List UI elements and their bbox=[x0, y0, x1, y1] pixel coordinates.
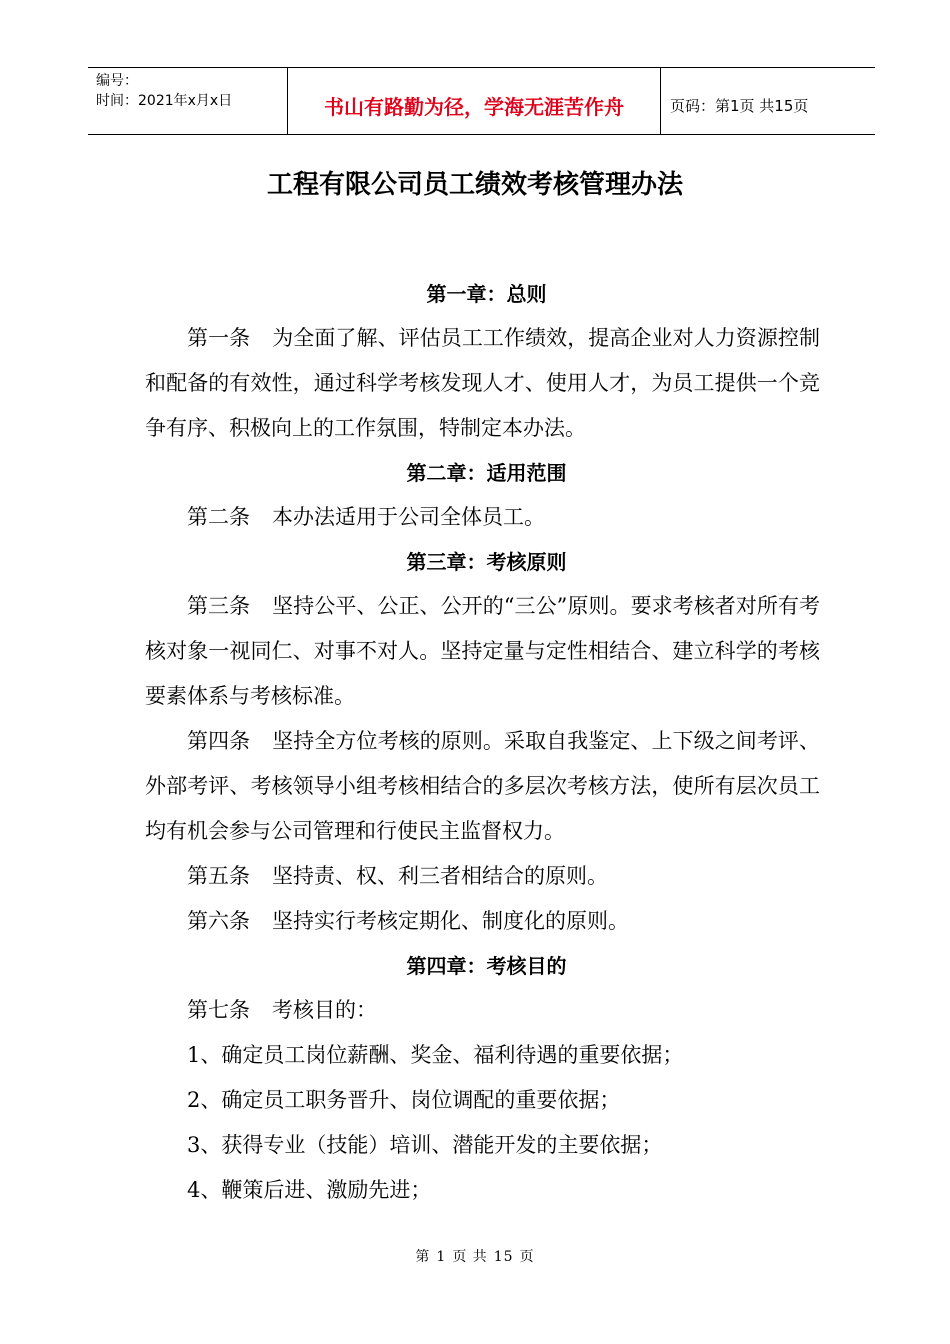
article-text: 坚持全方位考核的原则。采取自我鉴定、上下级之间考评、外部考评、考核领导小组考核相结合的多层次考核方法，使所有层次员工均有机会参与公司管理和行使民主监督权力。 bbox=[145, 729, 821, 843]
list-item: 3、获得专业（技能）培训、潜能开发的主要依据； bbox=[187, 1133, 663, 1157]
footer-prefix: 第 bbox=[415, 1249, 431, 1265]
document-header bbox=[88, 67, 875, 135]
footer-suffix: 页 bbox=[519, 1249, 535, 1265]
footer-mid: 页 共 bbox=[452, 1249, 488, 1265]
chapter-heading: 第三章：考核原则 bbox=[406, 550, 567, 574]
article-text: 本办法适用于公司全体员工。 bbox=[272, 505, 545, 529]
article-label: 第一条 bbox=[187, 326, 251, 350]
list-item: 2、确定员工职务晋升、岗位调配的重要依据； bbox=[187, 1088, 621, 1112]
article-label: 第五条 bbox=[187, 864, 250, 888]
chapter-heading: 第四章：考核目的 bbox=[406, 954, 567, 978]
article-text: 坚持责、权、利三者相结合的原则。 bbox=[272, 864, 608, 888]
article-label: 第三条 bbox=[187, 594, 251, 618]
article-label: 第二条 bbox=[187, 505, 250, 529]
article-label: 第六条 bbox=[187, 909, 250, 933]
footer-total-pages: 15 bbox=[493, 1249, 514, 1265]
article-paragraph bbox=[145, 495, 820, 540]
article-text: 坚持公平、公正、公开的“三公”原则。要求考核者对所有考核对象一视同仁、对事不对人。坚持定量与定性相结合、建立科学的考核要素体系与考核标准。 bbox=[145, 594, 821, 708]
document-body bbox=[145, 272, 820, 1213]
header-number-label: 编号： bbox=[96, 73, 138, 89]
article-text: 考核目的： bbox=[272, 998, 377, 1022]
chapter-heading: 第一章：总则 bbox=[426, 282, 547, 306]
article-text: 为全面了解、评估员工工作绩效，提高企业对人力资源控制和配备的有效性，通过科学考核发现人才、使用人才，为员工提供一个竞争有序、积极向上的工作氛围，特制定本办法。 bbox=[145, 326, 821, 440]
article-paragraph bbox=[145, 719, 820, 854]
article-label: 第四条 bbox=[187, 729, 251, 753]
page-footer bbox=[0, 1246, 950, 1266]
list-item: 1、确定员工岗位薪酬、奖金、福利待遇的重要依据； bbox=[187, 1043, 684, 1067]
article-text: 坚持实行考核定期化、制度化的原则。 bbox=[272, 909, 629, 933]
header-divider bbox=[660, 68, 661, 134]
article-paragraph bbox=[145, 316, 820, 451]
list-item: 4、鞭策后进、激励先进； bbox=[187, 1178, 432, 1202]
article-label: 第七条 bbox=[187, 998, 250, 1022]
header-page-info: 页码：第1页 共15页 bbox=[670, 96, 809, 115]
article-paragraph bbox=[145, 854, 820, 899]
chapter-heading: 第二章：适用范围 bbox=[406, 461, 567, 485]
header-motto: 书山有路勤为径，学海无涯苦作舟 bbox=[324, 94, 624, 119]
article-paragraph bbox=[145, 584, 820, 719]
header-meta bbox=[96, 71, 232, 111]
page-title: 工程有限公司员工绩效考核管理办法 bbox=[266, 170, 683, 200]
header-time-label: 时间：2021年x月x日 bbox=[96, 93, 233, 109]
article-paragraph bbox=[145, 899, 820, 944]
footer-page-number: 1 bbox=[436, 1249, 447, 1265]
article-paragraph bbox=[145, 988, 820, 1033]
